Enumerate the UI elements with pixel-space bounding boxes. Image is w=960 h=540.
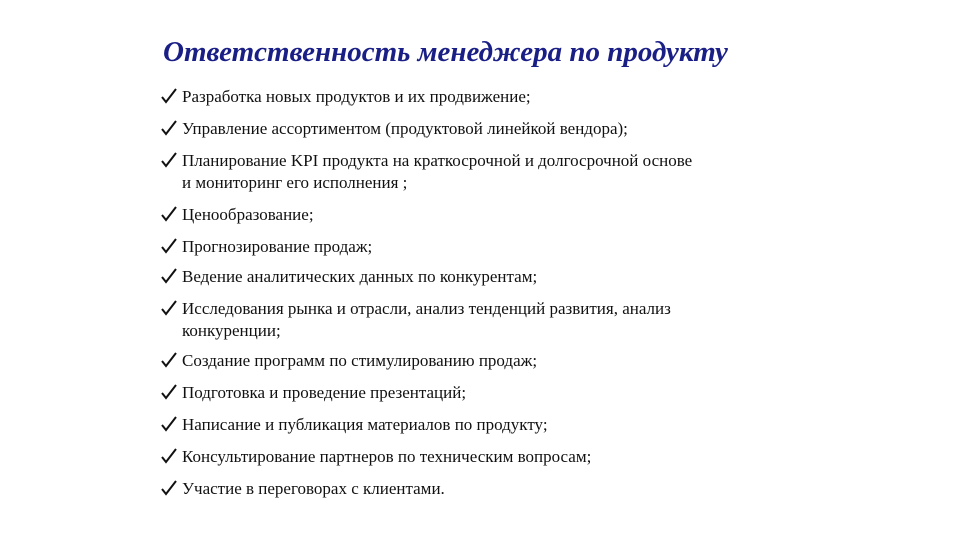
list-item-text: Создание программ по стимулированию продаж; <box>182 351 538 370</box>
list-item <box>160 86 800 108</box>
checkmark-icon <box>160 350 180 372</box>
list-item-text-line-2: и мониторинг его исполнения ; <box>182 173 408 192</box>
list-item <box>160 446 800 468</box>
list-item-text: Разработка новых продуктов и их продвижение; <box>182 87 531 106</box>
list-item <box>160 478 800 500</box>
list-item-text-line-1: Исследования рынка и отрасли, анализ тенденций развития, анализ <box>182 299 671 318</box>
checkmark-icon <box>160 118 180 140</box>
list-item-text: Прогнозирование продаж; <box>182 237 373 256</box>
list-item <box>160 266 800 288</box>
slide-title: Ответственность менеджера по продукту <box>163 36 728 68</box>
list-item-text-line-2: конкуренции; <box>182 321 281 340</box>
checkmark-icon <box>160 236 180 258</box>
checkmark-icon <box>160 86 180 108</box>
list-item-text: Ценообразование; <box>182 205 314 224</box>
list-item <box>160 414 800 436</box>
checkmark-icon <box>160 382 180 404</box>
checkmark-icon <box>160 414 180 436</box>
checkmark-icon <box>160 150 180 172</box>
list-item-text: Написание и публикация материалов по продукту; <box>182 415 548 434</box>
list-item <box>160 204 800 226</box>
list-item-text: Управление ассортиментом (продуктовой линейкой вендора); <box>182 119 628 138</box>
checkmark-icon <box>160 266 180 288</box>
list-item <box>160 236 800 258</box>
checkmark-icon <box>160 446 180 468</box>
list-item <box>160 350 800 372</box>
list-item <box>160 118 800 140</box>
list-item <box>160 298 800 342</box>
list-item-text: Консультирование партнеров по техническим вопросам; <box>182 447 592 466</box>
checkmark-icon <box>160 478 180 500</box>
list-item-text: Ведение аналитических данных по конкурентам; <box>182 267 538 286</box>
list-item <box>160 382 800 404</box>
list-item <box>160 150 800 194</box>
list-item-text-line-1: Планирование KPI продукта на краткосрочной и долгосрочной основе <box>182 151 693 170</box>
checkmark-icon <box>160 298 180 320</box>
list-item-text: Участие в переговорах с клиентами. <box>182 479 445 498</box>
list-item-text: Подготовка и проведение презентаций; <box>182 383 467 402</box>
checkmark-icon <box>160 204 180 226</box>
